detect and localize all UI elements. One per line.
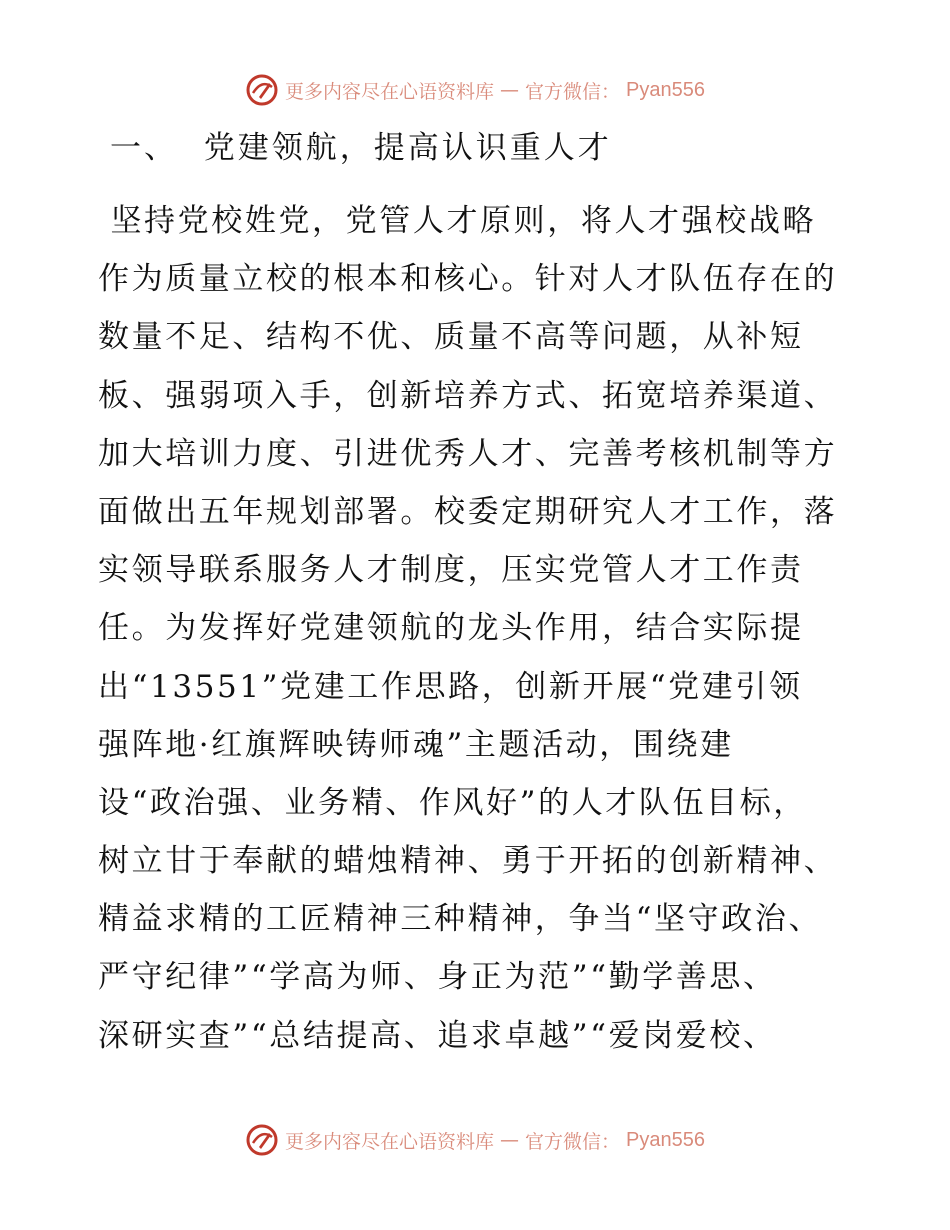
body-line: 实领导联系服务人才制度，压实党管人才工作责: [98, 552, 804, 589]
body-line: 数量不足、结构不优、质量不高等问题，从补短: [98, 319, 804, 356]
body-line: 板、强弱项入手，创新培养方式、拓宽培养渠道、: [98, 377, 838, 414]
body-line: 树立甘于奉献的蜡烛精神、勇于开拓的创新精神、: [98, 843, 838, 880]
body-line: 深研实查”“总结提高、追求卓越”“爱岗爱校、: [98, 1017, 777, 1054]
body-line: 出“13551”党建工作思路，创新开展“党建引领: [98, 668, 803, 705]
body-paragraph: [98, 197, 858, 1070]
footer-watermark-banner: [0, 1122, 950, 1158]
body-line: 坚持党校姓党，党管人才原则，将人才强校战略: [98, 203, 817, 239]
banner-wechat-id: Pyan556: [626, 78, 705, 101]
banner-wechat-label: 官方微信：: [525, 1130, 621, 1153]
body-line: 精益求精的工匠精神三种精神，争当“坚守政治、: [98, 901, 823, 938]
header-watermark-banner: [0, 72, 950, 108]
banner-wechat-id: Pyan556: [626, 1128, 705, 1151]
banner-wechat-label: 官方微信：: [525, 80, 621, 103]
banner-site-name: 更多内容尽在心语资料库: [285, 1130, 495, 1153]
body-line: 任。为发挥好党建领航的龙头作用，结合实际提: [98, 610, 804, 647]
pen-swirl-icon: [245, 73, 279, 107]
body-line: 设“政治强、业务精、作风好”的人才队伍目标，: [98, 784, 807, 821]
section-heading: 一、 党建领航，提高认识重人才: [110, 130, 612, 166]
banner-dash: —: [500, 1129, 520, 1151]
body-line: 加大培训力度、引进优秀人才、完善考核机制等方: [98, 435, 838, 472]
body-line: 严守纪律”“学高为师、身正为范”“勤学善思、: [98, 959, 777, 996]
body-line: 作为质量立校的根本和核心。针对人才队伍存在的: [98, 261, 838, 298]
body-line: 强阵地·红旗辉映铸师魂”主题活动，围绕建: [98, 726, 734, 763]
body-line: 面做出五年规划部署。校委定期研究人才工作，落: [98, 493, 838, 530]
pen-swirl-icon: [245, 1123, 279, 1157]
banner-site-name: 更多内容尽在心语资料库: [285, 80, 495, 103]
banner-dash: —: [500, 79, 520, 101]
